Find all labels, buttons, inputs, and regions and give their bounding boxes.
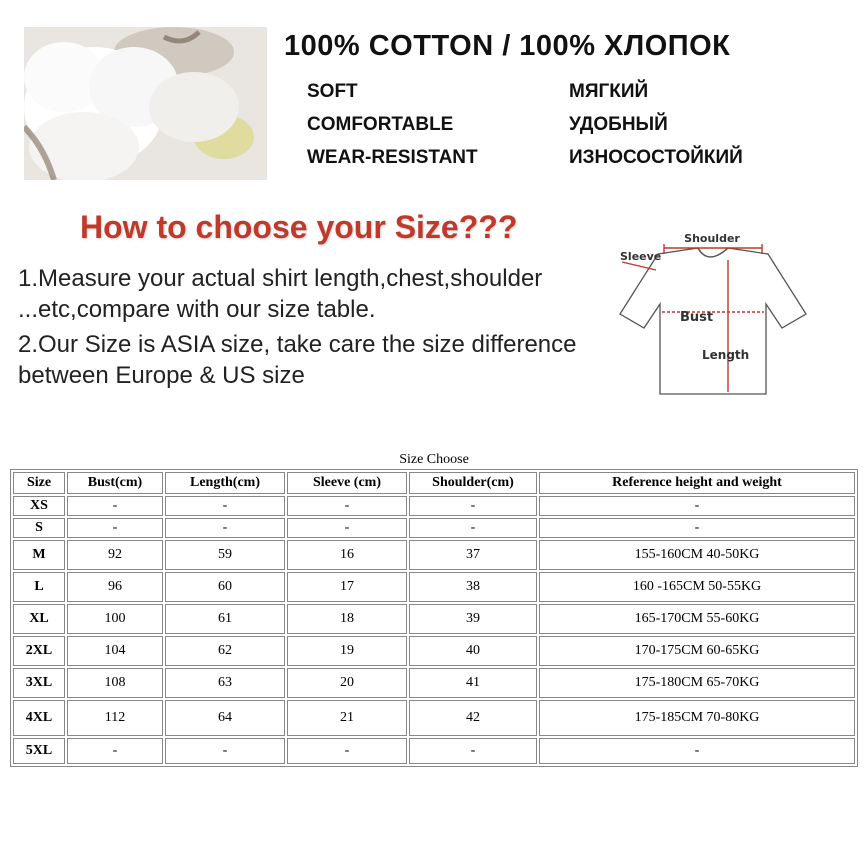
shoulder-cell: 41 — [409, 668, 537, 698]
size-cell: S — [13, 518, 65, 538]
sleeve-cell: 19 — [287, 636, 407, 666]
length-cell: 61 — [165, 604, 285, 634]
table-row — [13, 738, 855, 764]
table-row — [13, 518, 855, 538]
reference-cell: - — [539, 518, 855, 538]
reference-cell: 160 -165CM 50-55KG — [539, 572, 855, 602]
bust-cell: 92 — [67, 540, 163, 570]
length-label: Length — [702, 348, 750, 362]
table-row — [13, 572, 855, 602]
sleeve-cell: 21 — [287, 700, 407, 736]
instruction-line-2: ...etc,compare with our size table. — [18, 296, 376, 323]
header-sleeve: Sleeve (cm) — [287, 472, 407, 494]
sleeve-cell: 17 — [287, 572, 407, 602]
header-reference: Reference height and weight — [539, 472, 855, 494]
bust-cell: 104 — [67, 636, 163, 666]
size-cell: XS — [13, 496, 65, 516]
bust-cell: 96 — [67, 572, 163, 602]
length-cell: - — [165, 738, 285, 764]
reference-cell: 165-170CM 55-60KG — [539, 604, 855, 634]
size-guide-title: How to choose your Size??? — [80, 209, 518, 245]
cotton-title: 100% COTTON / 100% ХЛОПОК — [284, 30, 731, 62]
length-cell: 59 — [165, 540, 285, 570]
size-table — [10, 469, 858, 767]
sleeve-label: Sleeve — [620, 250, 662, 263]
sleeve-cell: 20 — [287, 668, 407, 698]
reference-cell: 175-180CM 65-70KG — [539, 668, 855, 698]
cotton-photo — [24, 27, 267, 180]
bust-cell: - — [67, 738, 163, 764]
length-cell: 63 — [165, 668, 285, 698]
shoulder-cell: 42 — [409, 700, 537, 736]
table-row — [13, 700, 855, 736]
bust-cell: 112 — [67, 700, 163, 736]
shoulder-cell: 40 — [409, 636, 537, 666]
shoulder-cell: - — [409, 496, 537, 516]
table-row — [13, 496, 855, 516]
header-shoulder: Shoulder(cm) — [409, 472, 537, 494]
sleeve-cell: - — [287, 518, 407, 538]
instruction-line-1: 1.Measure your actual shirt length,chest,shoulder — [18, 265, 543, 292]
shoulder-cell: 39 — [409, 604, 537, 634]
shirt-measurement-diagram — [610, 226, 810, 398]
length-cell: 64 — [165, 700, 285, 736]
feature-comfortable: COMFORTABLE — [307, 114, 454, 135]
sleeve-cell: 16 — [287, 540, 407, 570]
instruction-line-4: between Europe & US size — [18, 362, 305, 389]
length-cell: 62 — [165, 636, 285, 666]
bust-cell: - — [67, 496, 163, 516]
shoulder-cell: 38 — [409, 572, 537, 602]
table-header-row — [13, 472, 855, 494]
reference-cell: - — [539, 496, 855, 516]
shoulder-cell: 37 — [409, 540, 537, 570]
header-bust: Bust(cm) — [67, 472, 163, 494]
sleeve-cell: - — [287, 738, 407, 764]
feature-wear-resistant: WEAR-RESISTANT — [307, 147, 478, 168]
reference-cell: 175-185CM 70-80KG — [539, 700, 855, 736]
bust-cell: - — [67, 518, 163, 538]
header-length: Length(cm) — [165, 472, 285, 494]
header-size: Size — [13, 472, 65, 494]
table-row — [13, 636, 855, 666]
feature-wear-resistant-ru: ИЗНОСОСТОЙКИЙ — [569, 147, 743, 168]
size-cell: 2XL — [13, 636, 65, 666]
sleeve-cell: - — [287, 496, 407, 516]
length-cell: - — [165, 496, 285, 516]
shoulder-label: Shoulder — [684, 232, 740, 245]
feature-soft: SOFT — [307, 81, 358, 102]
shoulder-cell: - — [409, 738, 537, 764]
reference-cell: 155-160CM 40-50KG — [539, 540, 855, 570]
size-cell: 4XL — [13, 700, 65, 736]
size-cell: 3XL — [13, 668, 65, 698]
table-caption: Size Choose — [399, 452, 469, 467]
bust-cell: 100 — [67, 604, 163, 634]
bust-label: Bust — [680, 310, 714, 325]
instruction-line-3: 2.Our Size is ASIA size, take care the size difference — [18, 331, 577, 358]
size-cell: 5XL — [13, 738, 65, 764]
table-row — [13, 604, 855, 634]
size-cell: M — [13, 540, 65, 570]
length-cell: 60 — [165, 572, 285, 602]
feature-comfortable-ru: УДОБНЫЙ — [569, 114, 668, 135]
reference-cell: - — [539, 738, 855, 764]
table-row — [13, 540, 855, 570]
length-cell: - — [165, 518, 285, 538]
size-cell: L — [13, 572, 65, 602]
sleeve-cell: 18 — [287, 604, 407, 634]
table-row — [13, 668, 855, 698]
reference-cell: 170-175CM 60-65KG — [539, 636, 855, 666]
size-cell: XL — [13, 604, 65, 634]
bust-cell: 108 — [67, 668, 163, 698]
shoulder-cell: - — [409, 518, 537, 538]
feature-soft-ru: МЯГКИЙ — [569, 81, 649, 102]
